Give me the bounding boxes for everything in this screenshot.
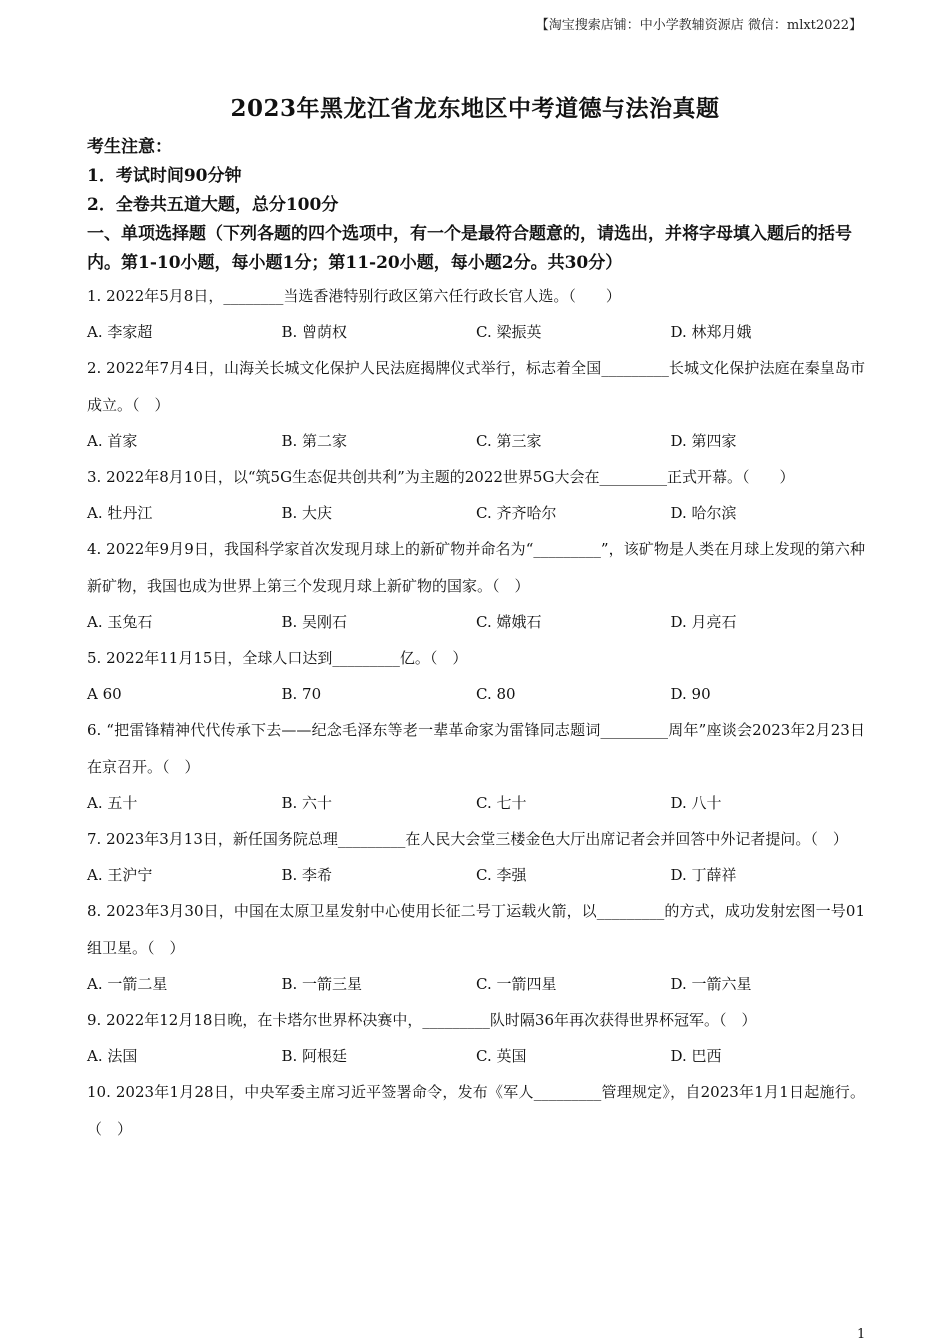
answer-option: C. 第三家 bbox=[476, 432, 542, 450]
section-heading: 一、单项选择题（下列各题的四个选项中，有一个是最符合题意的，请选出，并将字母填入题后的括号内。第1-10小题，每小题1分；第11-20小题，每小题2分。共30分） bbox=[87, 224, 852, 273]
answer-option: D. 八十 bbox=[670, 794, 722, 812]
answer-option: D. 一箭六星 bbox=[670, 975, 752, 993]
answer-option: C. 嫦娥石 bbox=[476, 613, 542, 631]
question-text: 4. 2022年9月9日，我国科学家首次发现月球上的新矿物并命名为“_________”，该矿物是人类在月球上发现的第六种新矿物，我国也成为世界上第三个发现月球上新矿物的国家。（ ） bbox=[87, 540, 865, 595]
answer-option: C. 80 bbox=[476, 685, 516, 703]
page-number: 1 bbox=[857, 1327, 866, 1342]
question-text: 5. 2022年11月15日，全球人口达到_________亿。（ ） bbox=[87, 649, 468, 667]
answer-option: C. 七十 bbox=[476, 794, 527, 812]
option-row bbox=[87, 786, 865, 821]
answer-option: C. 李强 bbox=[476, 866, 527, 884]
answer-option: B. 阿根廷 bbox=[281, 1047, 348, 1065]
answer-option: B. 大庆 bbox=[281, 504, 333, 522]
answer-option: B. 第二家 bbox=[281, 432, 348, 450]
answer-option: A. 王沪宁 bbox=[87, 866, 153, 884]
answer-option: D. 巴西 bbox=[670, 1047, 722, 1065]
answer-option: D. 丁薛祥 bbox=[670, 866, 737, 884]
option-row bbox=[87, 424, 865, 459]
answer-option: A. 首家 bbox=[87, 432, 138, 450]
answer-option: D. 哈尔滨 bbox=[670, 504, 737, 522]
answer-option: D. 90 bbox=[670, 685, 711, 703]
question-text: 7. 2023年3月13日，新任国务院总理_________在人民大会堂三楼金色大厅出席记者会并回答中外记者提问。（ ） bbox=[87, 830, 848, 848]
question-text: 1. 2022年5月8日，________当选香港特别行政区第六任行政长官人选。（ ） bbox=[87, 287, 621, 305]
option-row bbox=[87, 677, 865, 712]
answer-option: B. 吴刚石 bbox=[281, 613, 348, 631]
answer-option: B. 李希 bbox=[281, 866, 333, 884]
question-text: 9. 2022年12月18日晚，在卡塔尔世界杯决赛中，_________队时隔36年再次获得世界杯冠军。（ ） bbox=[87, 1011, 757, 1029]
answer-option: A. 李家超 bbox=[87, 323, 153, 341]
answer-option: B. 70 bbox=[281, 685, 322, 703]
notice-item: 1．考试时间90分钟 bbox=[87, 166, 242, 186]
answer-option: B. 一箭三星 bbox=[281, 975, 363, 993]
option-row bbox=[87, 496, 865, 531]
question-list bbox=[87, 278, 865, 1148]
exam-body bbox=[87, 133, 865, 1148]
answer-option: D. 第四家 bbox=[670, 432, 737, 450]
question-text: 6. “把雷锋精神代代传承下去——纪念毛泽东等老一辈革命家为雷锋同志题词_________周年”座谈会2023年2月23日在京召开。（ ） bbox=[87, 721, 865, 776]
page-title: 2023年黑龙江省龙东地区中考道德与法治真题 bbox=[230, 95, 720, 122]
question-text: 3. 2022年8月10日，以“筑5G生态促共创共利”为主题的2022世界5G大会在_________正式开幕。（ ） bbox=[87, 468, 795, 486]
option-row bbox=[87, 315, 865, 350]
option-row bbox=[87, 1039, 865, 1074]
answer-option: D. 林郑月娥 bbox=[670, 323, 752, 341]
answer-option: A. 牡丹江 bbox=[87, 504, 153, 522]
notice-heading: 考生注意： bbox=[87, 137, 172, 157]
answer-option: B. 六十 bbox=[281, 794, 333, 812]
option-row bbox=[87, 858, 865, 893]
header-note: 【淘宝搜索店铺：中小学教辅资源店 微信：mlxt2022】 bbox=[535, 18, 862, 33]
answer-option: A. 法国 bbox=[87, 1047, 138, 1065]
answer-option: B. 曾荫权 bbox=[281, 323, 348, 341]
answer-option: C. 一箭四星 bbox=[476, 975, 557, 993]
notice-item: 2．全卷共五道大题，总分100分 bbox=[87, 195, 339, 215]
question-text: 2. 2022年7月4日，山海关长城文化保护人民法庭揭牌仪式举行，标志着全国_________长城文化保护法庭在秦皇岛市成立。（ ） bbox=[87, 359, 865, 414]
answer-option: A 60 bbox=[87, 685, 122, 703]
option-row bbox=[87, 605, 865, 640]
answer-option: C. 齐齐哈尔 bbox=[476, 504, 557, 522]
answer-option: D. 月亮石 bbox=[670, 613, 737, 631]
option-row bbox=[87, 967, 865, 1002]
answer-option: A. 一箭二星 bbox=[87, 975, 168, 993]
answer-option: A. 玉兔石 bbox=[87, 613, 153, 631]
answer-option: A. 五十 bbox=[87, 794, 138, 812]
answer-option: C. 梁振英 bbox=[476, 323, 542, 341]
answer-option: C. 英国 bbox=[476, 1047, 527, 1065]
question-text: 8. 2023年3月30日，中国在太原卫星发射中心使用长征二号丁运载火箭，以_________的方式，成功发射宏图一号01组卫星。（ ） bbox=[87, 902, 865, 957]
question-text: 10. 2023年1月28日，中央军委主席习近平签署命令，发布《军人_________管理规定》，自2023年1月1日起施行。（ ） bbox=[87, 1083, 865, 1138]
